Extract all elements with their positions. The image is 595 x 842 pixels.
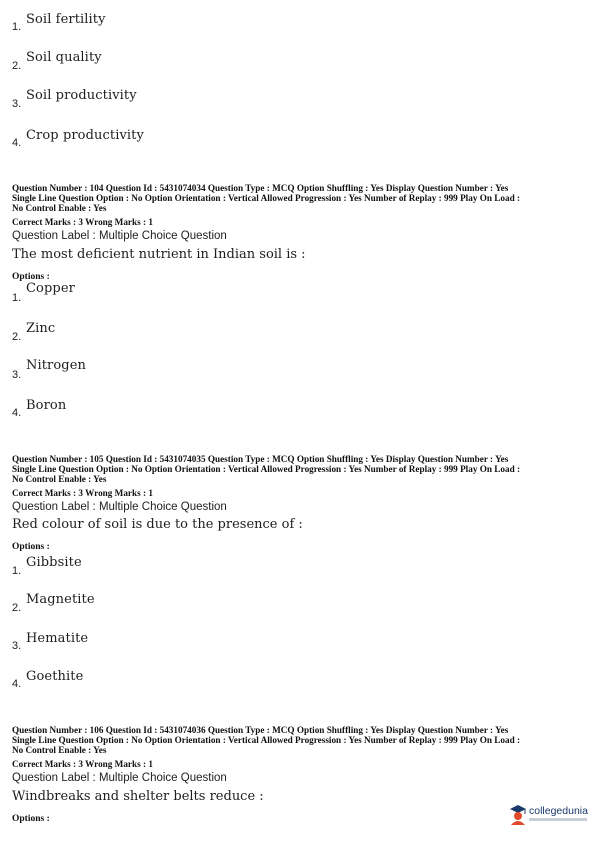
collegedunia-logo [509,804,589,828]
graduate-icon [509,804,527,826]
meta-line: Question Number : 104 Question Id : 5431074034 Question Type : MCQ Option Shuffling : Yes Display Question Number : Yes [12,183,509,193]
marks-line: Correct Marks : 3 Wrong Marks : 1 [12,217,153,227]
meta-line: No Control Enable : Yes [12,203,107,213]
option-text[interactable]: Soil fertility [26,12,106,27]
option-number: 4. [12,678,22,690]
meta-line: Question Number : 106 Question Id : 5431074036 Question Type : MCQ Option Shuffling : Yes Display Question Number : Yes [12,725,509,735]
option-number: 2. [12,602,22,614]
option-text[interactable]: Gibbsite [26,555,82,570]
option-number: 3. [12,369,22,381]
options-label: Options : [12,814,50,824]
option-text[interactable]: Zinc [26,321,56,336]
question-label: Question Label : Multiple Choice Question [12,501,227,513]
option-text[interactable]: Soil productivity [26,88,137,103]
meta-line: No Control Enable : Yes [12,474,107,484]
option-text[interactable]: Nitrogen [26,358,86,373]
question-label: Question Label : Multiple Choice Question [12,230,227,242]
option-number: 3. [12,640,22,652]
marks-line: Correct Marks : 3 Wrong Marks : 1 [12,488,153,498]
question-meta [12,725,587,755]
option-number: 1. [12,565,22,577]
meta-line: No Control Enable : Yes [12,745,107,755]
option-number: 4. [12,137,22,149]
option-text[interactable]: Copper [26,281,75,296]
meta-line: Single Line Question Option : No Option Orientation : Vertical Allowed Progression : Yes Number of Replay : 999 Play On Load : [12,735,521,745]
marks-line: Correct Marks : 3 Wrong Marks : 1 [12,759,153,769]
question-text: Windbreaks and shelter belts reduce : [12,789,264,804]
option-text[interactable]: Crop productivity [26,128,144,143]
option-number: 4. [12,407,22,419]
option-number: 2. [12,60,22,72]
option-text[interactable]: Magnetite [26,592,95,607]
logo-tagline-bar [529,818,587,821]
meta-line: Single Line Question Option : No Option Orientation : Vertical Allowed Progression : Yes Number of Replay : 999 Play On Load : [12,464,521,474]
options-label: Options : [12,542,50,552]
option-text[interactable]: Hematite [26,631,89,646]
meta-line: Single Line Question Option : No Option Orientation : Vertical Allowed Progression : Yes Number of Replay : 999 Play On Load : [12,193,521,203]
option-number: 1. [12,21,22,33]
option-text[interactable]: Soil quality [26,50,102,65]
options-label: Options : [12,272,50,282]
option-number: 2. [12,331,22,343]
option-number: 3. [12,98,22,110]
question-meta [12,454,587,484]
logo-text: collegedunia [529,805,588,817]
question-meta [12,183,587,213]
option-text[interactable]: Boron [26,398,67,413]
question-label: Question Label : Multiple Choice Question [12,772,227,784]
option-number: 1. [12,292,22,304]
meta-line: Question Number : 105 Question Id : 5431074035 Question Type : MCQ Option Shuffling : Yes Display Question Number : Yes [12,454,509,464]
question-text: Red colour of soil is due to the presence of : [12,517,303,532]
option-text[interactable]: Goethite [26,669,84,684]
question-text: The most deficient nutrient in Indian soil is : [12,247,306,262]
